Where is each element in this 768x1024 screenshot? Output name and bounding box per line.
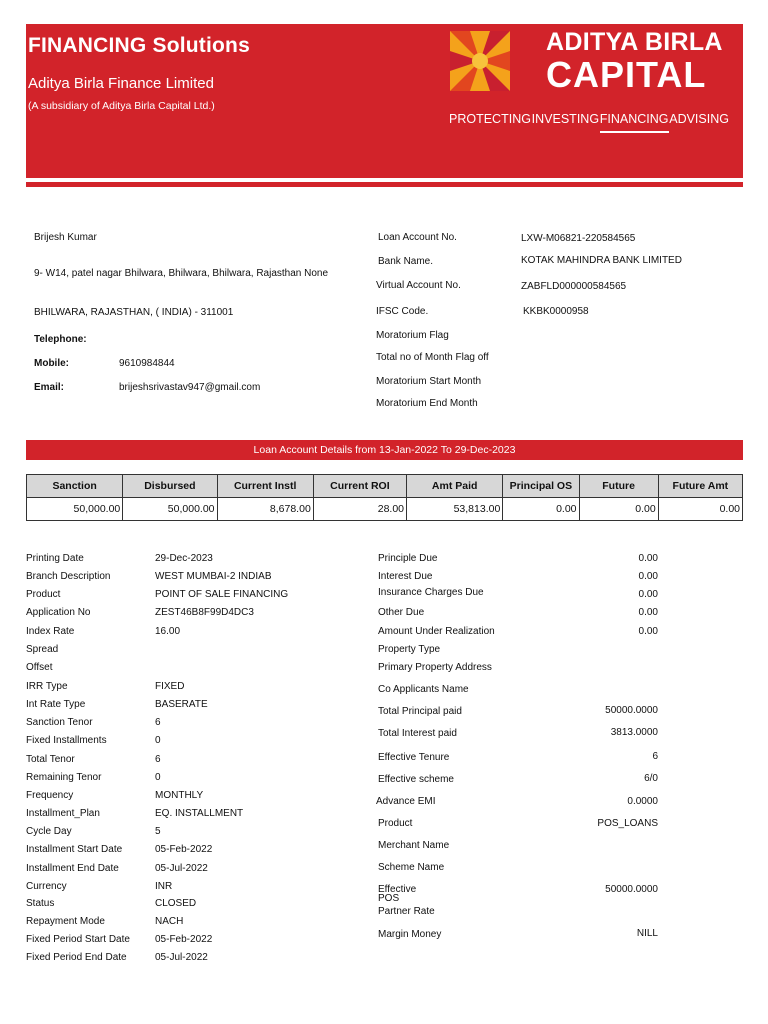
right-detail-label: Property Type	[378, 644, 441, 655]
right-detail-value: POS_LOANS	[597, 818, 658, 829]
moratorium-start-label: Moratorium Start Month	[376, 376, 482, 387]
right-detail-value: 6/0	[644, 773, 658, 784]
left-detail-label: Currency	[26, 881, 67, 892]
left-detail-label: Remaining Tenor	[26, 772, 102, 783]
left-detail-value: 05-Feb-2022	[155, 844, 213, 855]
right-detail-value: 0.00	[638, 571, 658, 582]
left-detail-label: Cycle Day	[26, 826, 72, 837]
col-current-roi: Current ROI	[313, 475, 406, 498]
brand-pillars	[449, 112, 729, 133]
header-divider	[26, 182, 743, 187]
month-flag-off-label: Total no of Month Flag off	[376, 352, 489, 363]
company-name: Aditya Birla Finance Limited	[28, 75, 214, 92]
right-detail-label: Total Interest paid	[378, 728, 457, 739]
left-detail-label: Int Rate Type	[26, 699, 86, 710]
left-detail-value: MONTHLY	[155, 790, 204, 801]
brand-line1: ADITYA BIRLA	[546, 28, 723, 56]
right-detail-label: Effective Tenure	[378, 752, 450, 763]
right-detail-label: Other Due	[378, 607, 425, 618]
left-detail-value: 5	[155, 826, 161, 837]
telephone-label: Telephone:	[34, 334, 87, 345]
col-future-amt: Future Amt	[658, 475, 742, 498]
left-detail-label: Fixed Period Start Date	[26, 934, 130, 945]
virtual-account-value: ZABFLD000000584565	[521, 281, 627, 292]
left-detail-value: 05-Feb-2022	[155, 934, 213, 945]
left-detail-value: FIXED	[155, 681, 185, 692]
summary-value-row	[27, 498, 743, 521]
customer-address-line2: BHILWARA, RAJASTHAN, ( INDIA) - 311001	[34, 307, 234, 318]
right-detail-label: Partner Rate	[378, 906, 435, 917]
email-label: Email:	[34, 382, 65, 393]
bank-name-value: KOTAK MAHINDRA BANK LIMITED	[521, 255, 682, 266]
left-detail-value: 05-Jul-2022	[155, 952, 208, 963]
col-current-instl: Current Instl	[217, 475, 313, 498]
right-detail-label: POS	[378, 893, 400, 904]
right-detail-label: Scheme Name	[378, 862, 445, 873]
left-detail-value: INR	[155, 881, 173, 892]
right-detail-value: 0.0000	[627, 796, 658, 807]
loan-period-bar	[26, 440, 743, 460]
left-detail-value: NACH	[155, 916, 184, 927]
header-title: FINANCING Solutions	[28, 34, 250, 57]
right-detail-label: Effective	[378, 884, 417, 895]
left-detail-label: Application No	[26, 607, 91, 618]
left-detail-label: Status	[26, 898, 55, 909]
left-detail-value: CLOSED	[155, 898, 197, 909]
right-detail-label: Product	[378, 818, 413, 829]
principal-os-value: 0.00	[503, 498, 579, 521]
virtual-account-label: Virtual Account No.	[376, 280, 461, 291]
col-principal-os: Principal OS	[503, 475, 579, 498]
right-detail-value: 0.00	[638, 607, 658, 618]
col-amt-paid: Amt Paid	[407, 475, 503, 498]
loan-summary-table	[26, 474, 743, 521]
right-detail-value: 0.00	[638, 626, 658, 637]
customer-name: Brijesh Kumar	[34, 232, 97, 243]
loan-account-label: Loan Account No.	[378, 232, 457, 243]
bank-name-label: Bank Name.	[378, 256, 434, 267]
col-sanction: Sanction	[27, 475, 123, 498]
left-detail-label: Spread	[26, 644, 59, 655]
customer-address-line1: 9- W14, patel nagar Bhilwara, Bhilwara, Bhilwara, Rajasthan None	[34, 268, 329, 279]
disbursed-value: 50,000.00	[123, 498, 217, 521]
left-detail-value: 6	[155, 754, 161, 765]
brand-line2: CAPITAL	[546, 54, 707, 95]
moratorium-flag-label: Moratorium Flag	[376, 330, 449, 341]
right-detail-value: 0.00	[638, 589, 658, 600]
right-detail-value: NILL	[636, 928, 658, 939]
right-detail-label: Merchant Name	[378, 840, 450, 851]
right-detail-label: Advance EMI	[376, 796, 436, 807]
pillar-advising: ADVISING	[669, 112, 729, 126]
future-amt-value: 0.00	[658, 498, 742, 521]
left-detail-value: 6	[155, 717, 161, 728]
left-detail-label: Fixed Period End Date	[26, 952, 127, 963]
current-instl-value: 8,678.00	[217, 498, 313, 521]
left-detail-label: Total Tenor	[26, 754, 75, 765]
left-detail-label: Repayment Mode	[26, 916, 105, 927]
moratorium-end-label: Moratorium End Month	[376, 398, 478, 409]
left-detail-value: 0	[155, 772, 161, 783]
right-detail-value: 0.00	[638, 553, 658, 564]
sanction-value: 50,000.00	[27, 498, 123, 521]
right-detail-label: Effective scheme	[378, 774, 454, 785]
left-detail-label: Frequency	[26, 790, 74, 801]
pillar-financing: FINANCING	[600, 112, 669, 133]
ifsc-value: KKBK0000958	[523, 306, 589, 317]
left-detail-label: Product	[26, 589, 61, 600]
loan-period-label: Loan Account Details from 13-Jan-2022 To 29-Dec-2023	[253, 444, 516, 456]
aditya-birla-sun-logo-icon	[450, 31, 510, 91]
summary-header-row	[27, 475, 743, 498]
left-detail-label: Offset	[26, 662, 53, 673]
left-detail-label: Index Rate	[26, 626, 75, 637]
right-detail-label: Co Applicants Name	[378, 684, 469, 695]
email-value: brijeshsrivastav947@gmail.com	[119, 382, 261, 393]
left-detail-label: Installment End Date	[26, 863, 119, 874]
pillar-protecting: PROTECTING	[449, 112, 531, 126]
left-detail-value: 16.00	[155, 626, 181, 637]
left-detail-label: Fixed Installments	[26, 735, 107, 746]
right-detail-label: Primary Property Address	[378, 662, 492, 673]
left-detail-value: POINT OF SALE FINANCING	[155, 589, 289, 600]
right-detail-label: Total Principal paid	[378, 706, 462, 717]
subsidiary-note: (A subsidiary of Aditya Birla Capital Ltd.)	[28, 100, 215, 112]
left-detail-value: 05-Jul-2022	[155, 863, 208, 874]
amt-paid-value: 53,813.00	[407, 498, 503, 521]
right-detail-label: Interest Due	[378, 571, 433, 582]
left-detail-value: WEST MUMBAI-2 INDIAB	[155, 571, 272, 582]
left-detail-value: BASERATE	[155, 699, 208, 710]
right-detail-label: Insurance Charges Due	[378, 587, 484, 598]
left-detail-label: Printing Date	[26, 553, 84, 564]
mobile-label: Mobile:	[34, 358, 69, 369]
right-detail-label: Principle Due	[378, 553, 438, 564]
pillar-investing: INVESTING	[531, 112, 600, 126]
right-detail-value: 6	[652, 751, 658, 762]
left-detail-label: Installment Start Date	[26, 844, 123, 855]
future-value: 0.00	[579, 498, 658, 521]
mobile-value: 9610984844	[119, 358, 175, 369]
ifsc-label: IFSC Code.	[376, 306, 429, 317]
left-detail-value: 0	[155, 735, 161, 746]
left-detail-label: Installment_Plan	[26, 808, 100, 819]
left-detail-value: EQ. INSTALLMENT	[155, 808, 244, 819]
right-detail-label: Amount Under Realization	[378, 626, 495, 637]
current-roi-value: 28.00	[313, 498, 406, 521]
left-detail-label: IRR Type	[26, 681, 68, 692]
loan-account-value: LXW-M06821-220584565	[521, 233, 636, 244]
left-detail-value: 29-Dec-2023	[155, 553, 213, 564]
left-detail-value: ZEST46B8F99D4DC3	[155, 607, 254, 618]
left-detail-label: Branch Description	[26, 571, 111, 582]
right-detail-value: 50000.0000	[605, 705, 658, 716]
right-detail-value: 3813.0000	[610, 727, 658, 738]
right-detail-label: Margin Money	[378, 929, 442, 940]
col-disbursed: Disbursed	[123, 475, 217, 498]
left-detail-label: Sanction Tenor	[26, 717, 93, 728]
col-future: Future	[579, 475, 658, 498]
right-detail-value: 50000.0000	[605, 884, 658, 895]
